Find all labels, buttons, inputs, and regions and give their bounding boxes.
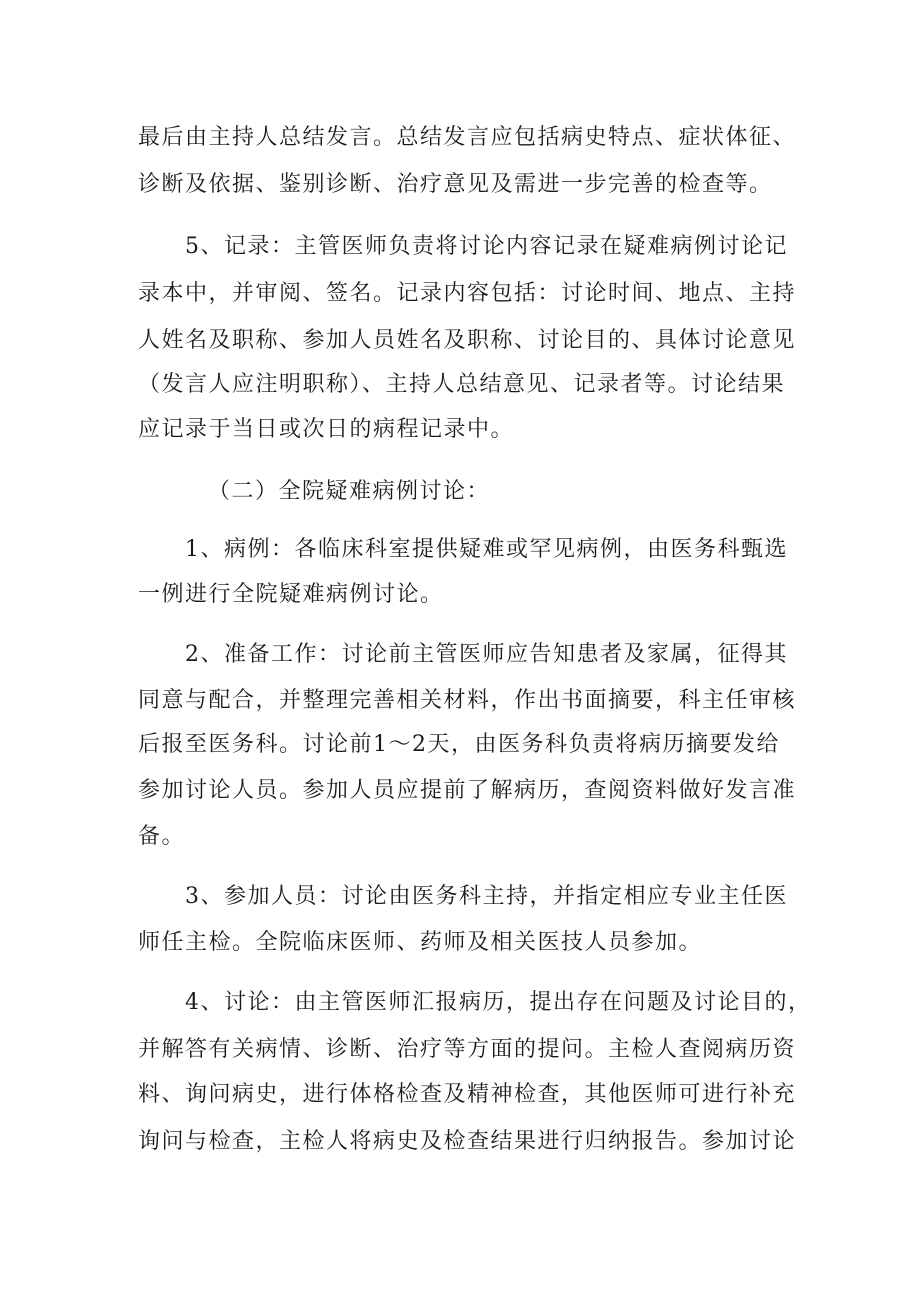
text-line: 参加讨论人员。参加人员应提前了解病历，查阅资料做好发言准 (138, 778, 797, 803)
text-line: 最后由主持人总结发言。总结发言应包括病史特点、症状体征、 (138, 125, 797, 150)
text-line: 并解答有关病情、诊断、治疗等方面的提问。主检人查阅病历资 (138, 1037, 797, 1062)
text-line: 应记录于当日或次日的病程记录中。 (138, 417, 515, 442)
text-line: 同意与配合，并整理完善相关材料，作出书面摘要，科主任审核 (138, 688, 797, 713)
text-line: 料、询问病史，进行体格检查及精神检查，其他医师可进行补充 (138, 1082, 797, 1107)
text-line: 3、参加人员：讨论由医务科主持，并指定相应专业主任医 (185, 884, 788, 909)
text-line: 5、记录：主管医师负责将讨论内容记录在疑难病例讨论记 (185, 234, 788, 259)
section-heading: （二）全院疑难病例讨论： (208, 479, 491, 504)
text-line: 4、讨论：由主管医师汇报病历，提出存在问题及讨论目的， (185, 990, 812, 1015)
text-line: （发言人应注明职称）、主持人总结意见、记录者等。讨论结果 (138, 372, 786, 397)
text-line: 一例进行全院疑难病例讨论。 (138, 582, 444, 607)
text-line: 师任主检。全院临床医师、药师及相关医技人员参加。 (138, 930, 703, 955)
text-line: 人姓名及职称、参加人员姓名及职称、讨论目的、具体讨论意见 (138, 328, 797, 353)
text-line: 录本中，并审阅、签名。记录内容包括：讨论时间、地点、主持 (138, 281, 797, 306)
text-line: 诊断及依据、鉴别诊断、治疗意见及需进一步完善的检查等。 (138, 172, 773, 197)
text-line: 询问与检查，主检人将病史及检查结果进行归纳报告。参加讨论 (138, 1129, 797, 1154)
text-line: 1、病例：各临床科室提供疑难或罕见病例，由医务科甄选 (185, 537, 788, 562)
text-line: 后报至医务科。讨论前1～2天，由医务科负责将病历摘要发给 (138, 732, 780, 757)
text-line: 备。 (138, 824, 186, 849)
text-line: 2、准备工作：讨论前主管医师应告知患者及家属，征得其 (185, 642, 788, 667)
